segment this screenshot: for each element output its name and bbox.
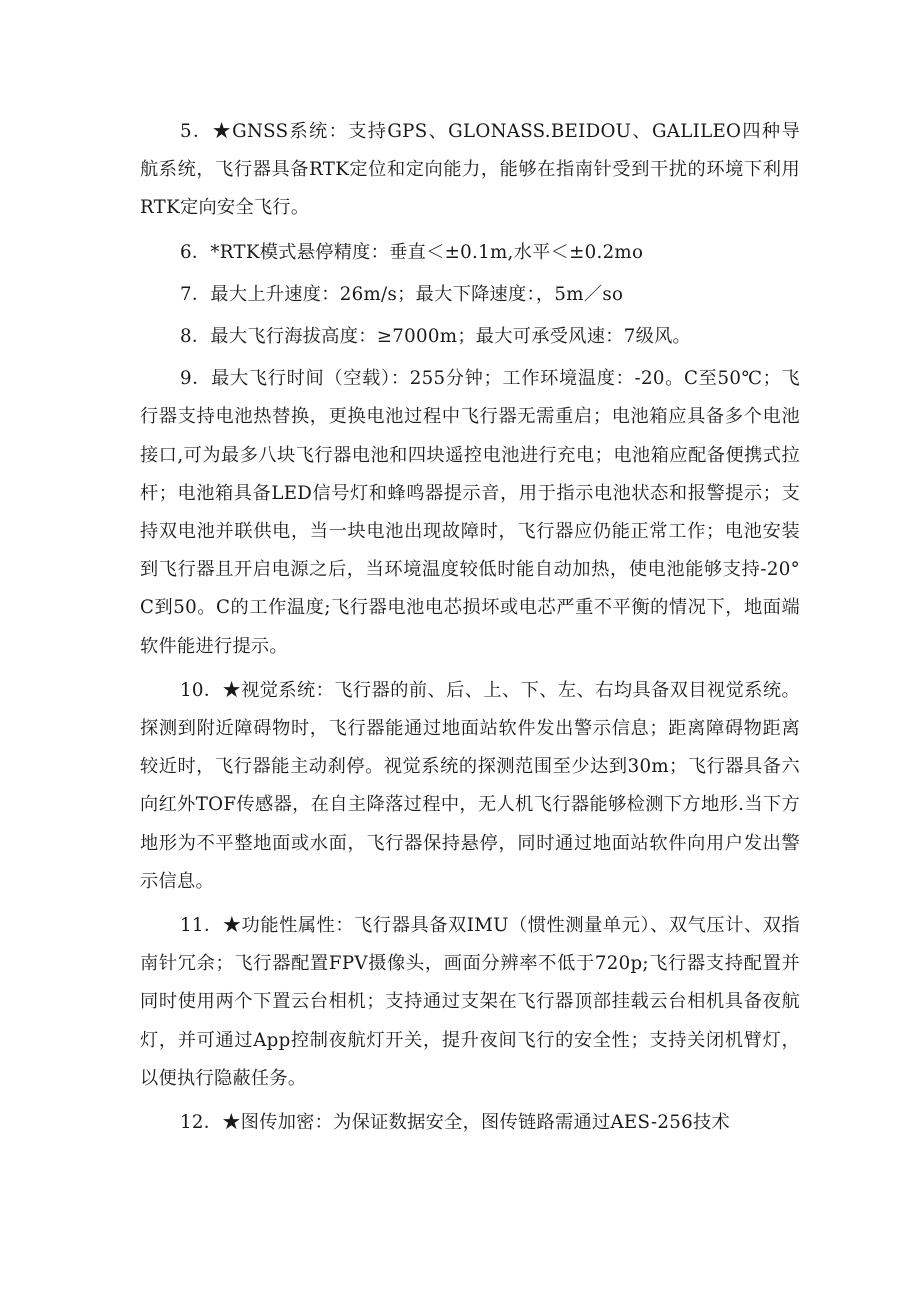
paragraph-rtk-hover-accuracy: 6．*RTK模式悬停精度：垂直＜±0.1m,水平＜±0.2mo [180,241,644,263]
paragraph-vision-system: 10．★视觉系统：飞行器的前、后、上、下、左、右均具备双目视觉系统。探测到附近障碍物时，飞行器能通过地面站软件发出警示信息；距离障碍物距离较近时，飞行器能主动刹停。视觉系统的探测范围至少达到30m；飞行器具备六向红外TOF传感器，在自主降落过程中，无人机飞行器能够检测下方地形.当下方地形为不平整地面或水面，飞行器保持悬停，同时通过地面站软件向用户发出警示信息。 [140,679,800,892]
document-body [140,113,800,1148]
paragraph-gnss-system: 5．★GNSS系统：支持GPS、GLONASS.BEIDOU、GALILEO四种导航系统，飞行器具备RTK定位和定向能力，能够在指南针受到干扰的环境下利用RTK定向安全飞行。 [140,121,800,219]
paragraph-functional-attributes: 11．★功能性属性：飞行器具备双IMU（惯性测量单元）、双气压计、双指南针冗余；飞行器配置FPV摄像头，画面分辨率不低于720p;飞行器支持配置并同时使用两个下置云台相机；支持通过支架在飞行器顶部挂载云台相机具备夜航灯，并可通过App控制夜航灯开关，提升夜间飞行的安全性；支持关闭机臂灯，以便执行隐蔽任务。 [140,915,800,1089]
paragraph-flight-time-battery: 9．最大飞行时间（空载）：255分钟；工作环境温度：-20。C至50℃；飞行器支持电池热替换，更换电池过程中飞行器无需重启；电池箱应具备多个电池接口,可为最多八块飞行器电池和四块遥控电池进行充电；电池箱应配备便携式拉杆；电池箱具备LED信号灯和蜂鸣器提示音，用于指示电池状态和报警提示；支持双电池并联供电，当一块电池出现故障时，飞行器应仍能正常工作；电池安装到飞行器且开启电源之后，当环境温度较低时能自动加热，使电池能够支持-20°C到50。C的工作温度;飞行器电池电芯损坏或电芯严重不平衡的情况下，地面端软件能进行提示。 [140,368,800,657]
paragraph-max-altitude: 8．最大飞行海拔高度：≥7000m；最大可承受风速：7级风。 [180,326,692,348]
paragraph-max-speed: 7．最大上升速度：26m/s；最大下降速度：，5m／so [180,283,624,305]
paragraph-image-encryption: 12．★图传加密：为保证数据安全，图传链路需通过AES-256技术 [180,1112,730,1134]
